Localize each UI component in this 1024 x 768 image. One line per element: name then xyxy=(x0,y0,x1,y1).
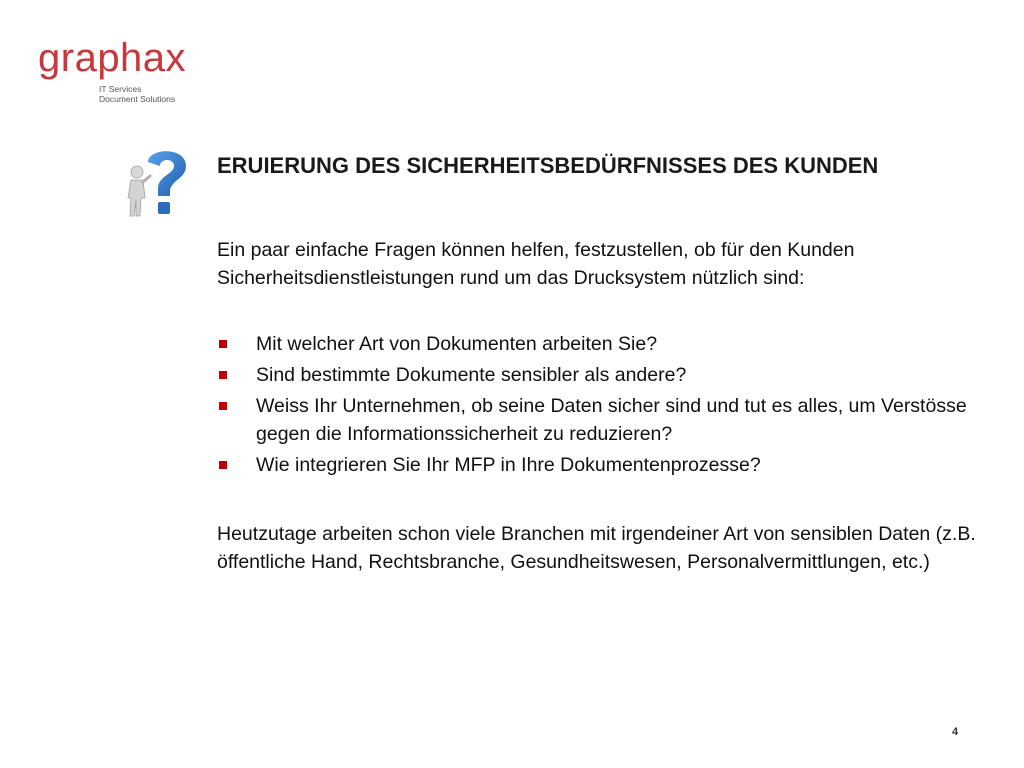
company-logo xyxy=(38,38,198,104)
intro-paragraph: Ein paar einfache Fragen können helfen, festzustellen, ob für den Kunden Sicherheitsdienstleistungen rund um das Drucksystem nützlich sind: xyxy=(217,239,855,289)
logo-wordmark: graphax xyxy=(38,36,187,80)
question-list xyxy=(217,330,987,482)
list-item xyxy=(217,361,987,389)
question-mark-figure-icon xyxy=(122,142,190,220)
slide-title: ERUIERUNG DES SICHERHEITSBEDÜRFNISSES DES KUNDEN xyxy=(217,153,879,178)
list-item xyxy=(217,451,987,479)
list-item-text: Mit welcher Art von Dokumenten arbeiten Sie? xyxy=(256,333,658,355)
page-number: 4 xyxy=(952,726,959,738)
bullet-square-icon xyxy=(219,371,227,379)
list-item-text: Wie integrieren Sie Ihr MFP in Ihre Dokumentenprozesse? xyxy=(256,454,761,476)
bullet-square-icon xyxy=(219,461,227,469)
list-item xyxy=(217,330,987,358)
logo-tagline-line1: IT Services xyxy=(99,84,142,94)
bullet-square-icon xyxy=(219,340,227,348)
list-item-text: Weiss Ihr Unternehmen, ob seine Daten sicher sind und tut es alles, um Verstösse gegen die Informationssicherheit zu reduzieren? xyxy=(256,395,967,445)
logo-tagline-line2: Document Solutions xyxy=(99,94,176,104)
outro-paragraph: Heutzutage arbeiten schon viele Branchen mit irgendeiner Art von sensiblen Daten (z.B. öffentliche Hand, Rechtsbranche, Gesundheitswesen, Personalvermittlungen, etc.) xyxy=(217,523,976,573)
bullet-square-icon xyxy=(219,402,227,410)
list-item xyxy=(217,392,987,448)
list-item-text: Sind bestimmte Dokumente sensibler als andere? xyxy=(256,364,687,386)
